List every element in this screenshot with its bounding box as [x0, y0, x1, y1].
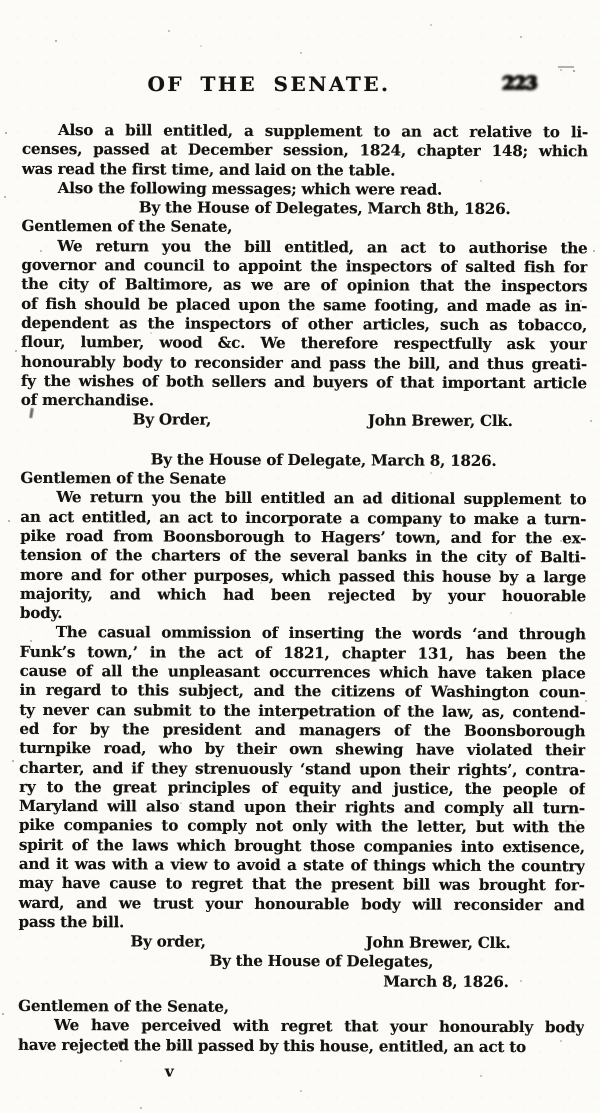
scan-noise-specks: [0, 0, 2, 2]
text-line: majority, and which had been rejected by your houorable: [19, 584, 586, 606]
message-3-dateline: March 8, 1826.: [383, 972, 509, 991]
funks-town-paragraph: [18, 623, 585, 934]
text-line: an act entitled, an act to incorporate a company to make a turn-: [20, 507, 587, 528]
text-line: Maryland will also stand upon their rights and comply all turn-: [18, 796, 586, 818]
page-title: OF THE SENATE.: [147, 72, 391, 96]
message-3-salutation: Gentlemen of the Senate,: [18, 996, 229, 1016]
text-line: We return you the bill entitled an ad ditional supplement to: [56, 488, 587, 509]
text-line: The casual ommission of inserting the words ‘and through: [55, 623, 586, 644]
catchword: v: [164, 1062, 174, 1081]
text-line: may have cause to regret that the present bill was brought for-: [18, 874, 585, 895]
message-2-heading: By the House of Delegate, March 8, 1826.: [150, 450, 497, 470]
text-line: pass the bill.: [18, 912, 125, 932]
text-line: turnpike road, who by their own shewing have violated their: [19, 739, 586, 760]
text-line: have rejected the bill passed by this house, entitled, an act to: [17, 1035, 526, 1056]
salted-fish-paragraph: [21, 237, 588, 413]
scan-dash-artifact: [558, 66, 574, 68]
text-line: of merchandise.: [20, 391, 154, 410]
message-1-salutation: Gentlemen of the Senate,: [21, 217, 233, 237]
turnpike-bill-paragraph: [20, 488, 587, 626]
text-line: more and for other purposes, which passed this house by a large: [19, 565, 587, 586]
text-line: spirit of the laws which brought those companies into extisence,: [18, 835, 585, 857]
text-line: We return you the bill entitled, an act to authorise the: [57, 236, 588, 258]
text-line: dependent as the inspectors of other articles, such as tobacco,: [21, 313, 588, 335]
by-order-label: By order,: [130, 932, 206, 951]
text-line: ry to the great principles of equity and justice, the people of: [19, 777, 586, 799]
text-line: charter, and if they strenuously ‘stand upon their rights’, contra-: [19, 758, 586, 779]
clerk-signature: John Brewer, Clk.: [365, 933, 511, 953]
message-1-heading: By the House of Delegates, March 8th, 1826.: [138, 198, 511, 219]
message-2-salutation: Gentlemen of the Senate: [20, 468, 227, 488]
text-line: pike road from Boonsborough to Hagers’ town, and for the ex-: [20, 526, 587, 548]
text-line: governor and council to appoint the inspectors of salted fish for: [21, 255, 588, 277]
text-line: honourably body to reconsider and pass the bill, and thus greati-: [20, 352, 587, 373]
licenses-bill-paragraph: [22, 121, 588, 181]
text-line: Also the following messages; which were read.: [57, 178, 443, 199]
text-line: ty never can submit to the interpetration of the law, as, contend-: [19, 700, 586, 721]
text-line: cause of all the unpleasant occurrences which have taken place: [19, 661, 586, 683]
text-line: and it was with a view to avoid a state of things which the country: [18, 854, 585, 876]
page-number: 223: [502, 73, 537, 94]
text-line: in regard to this subject, and the citizens of Washington coun-: [19, 681, 586, 702]
text-line: the city of Baltimore, as we are of opinion that the inspectors: [21, 275, 588, 296]
page-header: [22, 72, 588, 96]
message-1-signature: [21, 410, 587, 432]
text-line: We have perceived with regret that your honourably body: [54, 1016, 585, 1037]
by-order-label: By Order,: [132, 410, 212, 430]
text-line: was read the first time, and laid on the table.: [21, 159, 396, 180]
text-line: of fish should be placed upon the same footing, and made as in-: [21, 294, 588, 316]
text-line: censes, passed at December session, 1824, chapter 148; which: [21, 140, 588, 161]
text-line: flour, lumber, wood &c. We therefore respectfully ask your: [20, 333, 588, 354]
text-line: ed for by the president and managers of the Boonsborough: [19, 719, 586, 741]
text-line: fy the wishes of both sellers and buyers of that important article: [20, 371, 587, 393]
clerk-signature: John Brewer, Clk.: [367, 411, 513, 431]
text-line: Also a bill entitled, a supplement to an act relative to li-: [57, 121, 588, 142]
text-line: ward, and we trust your honourable body will reconsider and: [18, 893, 585, 914]
text-line: pike companies to comply not only with the letter, but with the: [18, 816, 585, 837]
messages-intro-paragraph: [22, 179, 588, 201]
rejected-bill-paragraph: [18, 1016, 584, 1057]
text-line: tension of the charters of the several banks in the city of Balti-: [20, 546, 587, 567]
message-3-heading: By the House of Delegates,: [209, 952, 434, 972]
text-line: Funk’s town,’ in the act of 1821, chapter 131, has been the: [19, 642, 586, 664]
page-content: [18, 121, 588, 1084]
text-line: body.: [19, 603, 63, 623]
message-2-signature: [18, 932, 584, 954]
